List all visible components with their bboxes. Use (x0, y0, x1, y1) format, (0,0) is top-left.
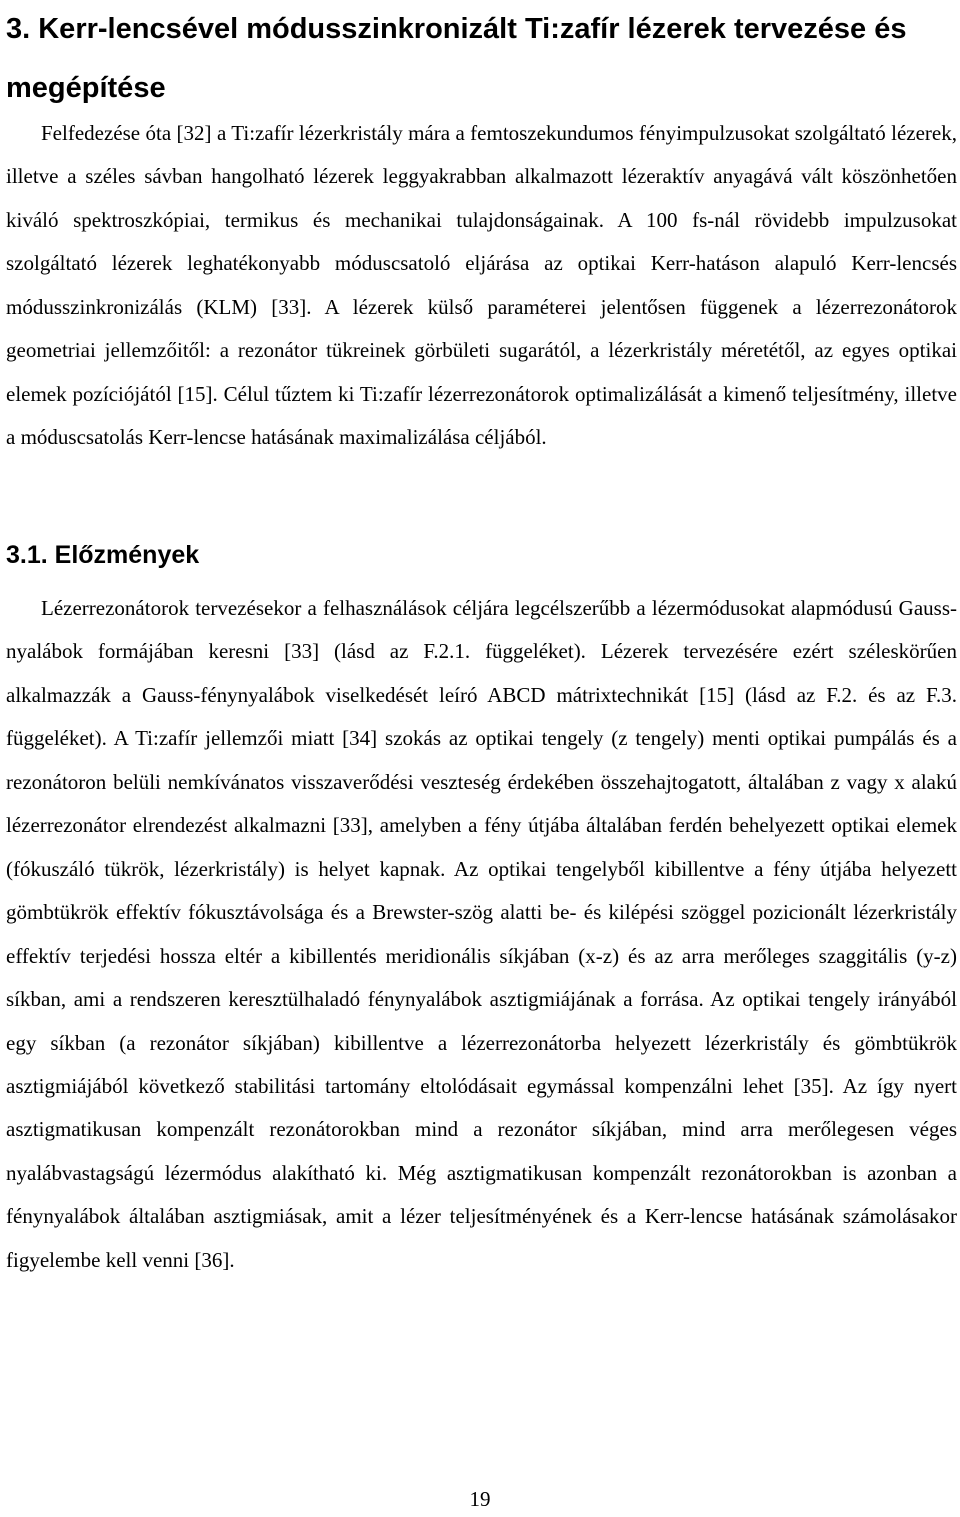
page-number: 19 (469, 1487, 491, 1511)
chapter-title: 3. Kerr-lencsével módusszinkronizált Ti:zafír lézerek tervezése és megépítése (6, 13, 907, 104)
section-title: 3.1. Előzmények (6, 541, 200, 569)
body-paragraph: Lézerrezonátorok tervezésekor a felhasználások céljára legcélszerűbb a lézermódusokat alapmódusú Gauss-nyalábok formájában keresni [33] (lásd az F.2.1. függeléket). Lézerek tervezésére ezért széleskörűen alkalmazzák a Gauss-fénynyalábok viselkedését leíró ABCD mátrixtechnikát [15] (lásd az F.2. és az F.3. függeléket). A Ti:zafír jellemzői miatt [34] szokás az optikai tengely (z tengely) menti optikai pumpálás és a rezonátoron belüli nemkívánatos visszaverődési veszteség érdekében összehajtogatott, általában z vagy x alakú lézerrezonátor elrendezést alkalmazni [33], amelyben a fény útjába általában ferdén behelyezett optikai elemek (fókuszáló tükrök, lézerkristály) is helyet kapnak. Az optikai tengelyből kibillentve a fény útjába helyezett gömbtükrök effektív fókusztávolsága és a Brewster-szög alatti be- és kilépési szöggel pozicionált lézerkristály effektív terjedési hossza eltér a kibillentés meridionális síkjában (x-z) és az arra merőleges szaggitális (y-z) síkban, ami a rendszeren keresztülhaladó fénynyalábok asztigmiájának a forrása. Az optikai tengely irányából egy síkban (a rezonátor síkjában) kibillentve a lézerrezonátorba helyezett lézerkristály és gömbtükrök asztigmiájából következő stabilitási tartomány eltolódásait egymással kompenzálni lehet [35]. Az így nyert asztigmatikusan kompenzált rezonátorokban mind a rezonátor síkjában, mind arra merőlegesen véges nyalábvastagságú lézermódus alakítható ki. Még asztigmatikusan kompenzált rezonátorokban is azonban a fénynyalábok általában asztigmiásak, amit a lézer teljesítményének és a Kerr-lencse hatásának számolásakor figyelembe kell venni [36]. (6, 596, 957, 1272)
intro-paragraph: Felfedezése óta [32] a Ti:zafír lézerkristály mára a femtoszekundumos fényimpulzusokat szolgáltató lézerek, illetve a széles sávban hangolható lézerek leggyakrabban alkalmazott lézeraktív anyagává vált köszönhetően kiváló spektroszkópiai, termikus és mechanikai tulajdonságainak. A 100 fs-nál rövidebb impulzusokat szolgáltató lézerek leghatékonyabb móduscsatoló eljárása az optikai Kerr-hatáson alapuló Kerr-lencsés módusszinkronizálás (KLM) [33]. A lézerek külső paraméterei jelentősen függenek a lézerrezonátorok geometriai jellemzőitől: a rezonátor tükreinek görbületi sugarától, a lézerkristály méretétől, az egyes optikai elemek pozíciójától [15]. Célul tűztem ki Ti:zafír lézerrezonátorok optimalizálását a kimenő teljesítmény, illetve a móduscsatolás Kerr-lencse hatásának maximalizálása céljából. (6, 121, 957, 450)
